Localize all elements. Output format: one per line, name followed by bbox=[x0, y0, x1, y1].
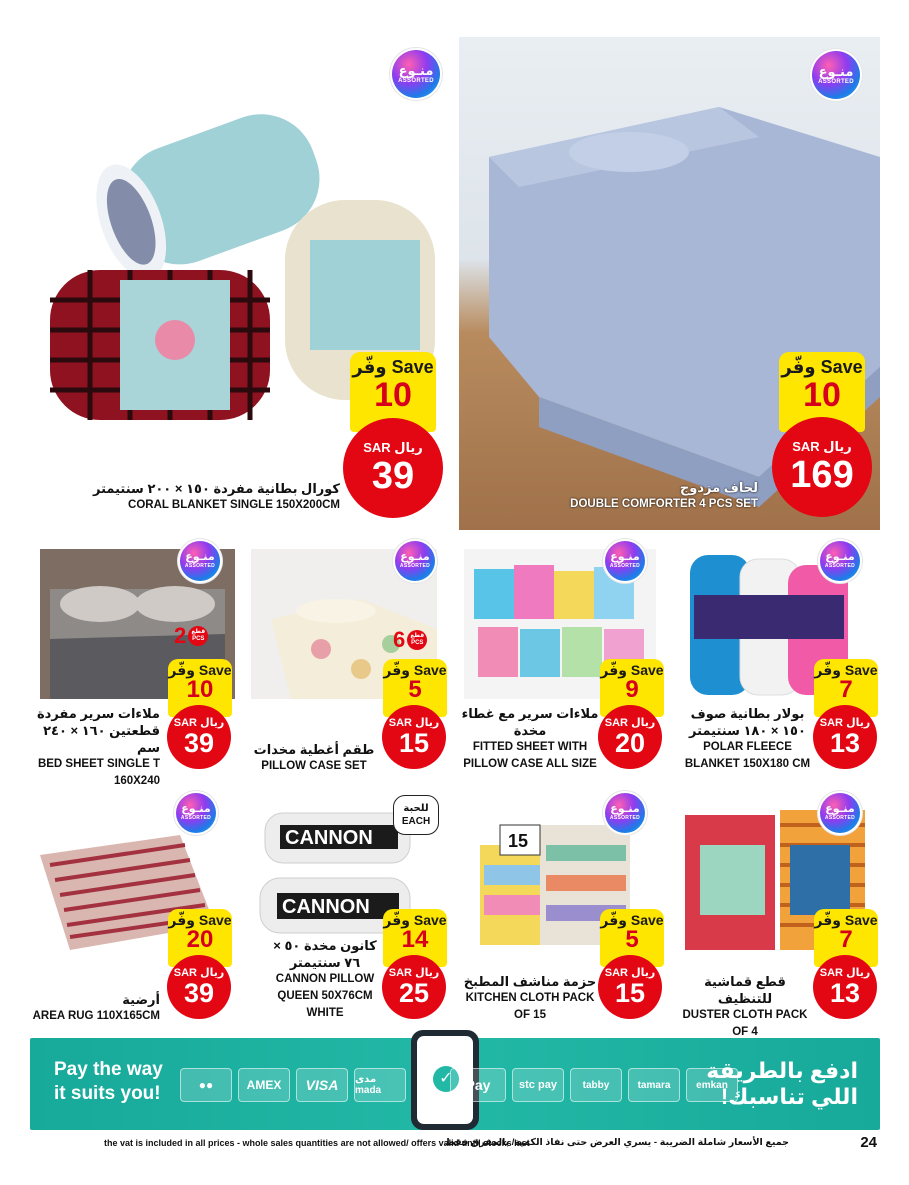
product-name-ar: حزمة مناشف المطبخ bbox=[463, 974, 597, 989]
cannon-brand-text-1: CANNON bbox=[285, 827, 373, 849]
pcs-label-en: PCS bbox=[192, 636, 205, 642]
product-name-en: CORAL BLANKET SINGLE 150X200CM bbox=[128, 499, 340, 511]
old-price: 39 bbox=[404, 1005, 421, 1022]
save-label: وفّر Save bbox=[352, 357, 434, 377]
slogan-en-line1: Pay the way bbox=[54, 1059, 163, 1080]
old-price: 29 bbox=[620, 755, 637, 772]
save-amount: 10 bbox=[186, 676, 214, 703]
assorted-label-en: ASSORTED bbox=[824, 563, 856, 569]
product-name-en: PILLOW CASE SET bbox=[261, 760, 367, 772]
payment-mada-icon: مدى mada bbox=[354, 1068, 406, 1102]
save-label: وفّر Save bbox=[814, 662, 878, 678]
assorted-badge bbox=[180, 541, 220, 581]
price-value: 39 bbox=[371, 455, 415, 497]
price-value: 13 bbox=[829, 978, 861, 1008]
assorted-label-en: ASSORTED bbox=[824, 815, 856, 821]
currency-label: SAR ريال bbox=[604, 717, 656, 729]
pcs-count: 2 bbox=[174, 623, 187, 648]
pcs-dot bbox=[407, 630, 427, 650]
price-value: 13 bbox=[829, 728, 861, 758]
product-name-ar: أرضية bbox=[122, 992, 160, 1007]
assorted-label-en: ASSORTED bbox=[818, 78, 854, 85]
slogan-en-line2: it suits you! bbox=[54, 1083, 161, 1104]
product-card-bed-sheet-single[interactable] bbox=[30, 545, 235, 787]
pcs-badge bbox=[174, 625, 208, 647]
product-name-ar: ملاءات سرير مع غطاء مخدة bbox=[461, 706, 599, 738]
payment-banner bbox=[30, 1038, 880, 1130]
currency-label: SAR ريال bbox=[173, 717, 225, 729]
product-description bbox=[273, 937, 377, 1022]
currency-label: SAR ريال bbox=[792, 439, 852, 454]
product-description bbox=[680, 973, 810, 1041]
save-amount: 10 bbox=[374, 376, 412, 414]
save-label: وفّر Save bbox=[383, 912, 447, 928]
check-icon: ✓ bbox=[433, 1066, 459, 1092]
product-name-en: DOUBLE COMFORTER 4 PCS SET bbox=[570, 498, 758, 510]
product-name-ar: ملاءات سرير مفردة قطعتين ١٦٠ × ٢٤٠ سم bbox=[37, 706, 160, 755]
price-value: 39 bbox=[183, 978, 215, 1008]
save-label: وفّر Save bbox=[600, 912, 664, 928]
currency-label: SAR ريال bbox=[173, 967, 225, 979]
payment-slogan-ar bbox=[706, 1058, 858, 1110]
assorted-label-ar: منـوع bbox=[181, 803, 211, 815]
product-card-kitchen-cloth[interactable] bbox=[460, 795, 664, 1030]
pcs-count: 6 bbox=[393, 627, 406, 652]
pcs-label-ar: قطع bbox=[191, 629, 206, 635]
price-value: 25 bbox=[398, 978, 430, 1008]
save-amount: 14 bbox=[401, 926, 429, 953]
pcs-label-en: PCS bbox=[411, 640, 424, 646]
pack-number-label: 15 bbox=[508, 831, 529, 851]
currency-label: SAR ريال bbox=[363, 440, 423, 455]
product-name-ar: لحاف مزدوج bbox=[679, 480, 758, 495]
product-description bbox=[30, 705, 160, 790]
assorted-label-en: ASSORTED bbox=[609, 815, 641, 821]
product-card-area-rug[interactable] bbox=[30, 795, 235, 1030]
save-amount: 5 bbox=[625, 926, 639, 953]
pcs-dot bbox=[188, 626, 208, 646]
save-amount: 20 bbox=[186, 926, 214, 953]
payment-emkan-icon: emkan bbox=[686, 1068, 738, 1102]
old-price: 59 bbox=[189, 1005, 206, 1022]
product-name-ar: طقم أغطية مخدات bbox=[253, 742, 375, 757]
product-description bbox=[80, 480, 340, 514]
payment-applepay-icon: Pay bbox=[450, 1068, 506, 1102]
payment-tamara-icon: tamara bbox=[628, 1068, 680, 1102]
old-price: 20 bbox=[835, 755, 852, 772]
product-name-en: POLAR FLEECE BLANKET 150X180 CM bbox=[684, 741, 811, 770]
assorted-label-en: ASSORTED bbox=[399, 563, 431, 569]
assorted-badge bbox=[605, 793, 645, 833]
product-description bbox=[680, 705, 815, 773]
save-label: وفّر Save bbox=[781, 357, 863, 377]
slogan-ar-line1: ادفع بالطريقة bbox=[706, 1058, 858, 1083]
save-label: وفّر Save bbox=[600, 662, 664, 678]
currency-label: SAR ريال bbox=[388, 967, 440, 979]
product-description bbox=[245, 741, 383, 775]
product-card-cannon-pillow[interactable] bbox=[245, 795, 445, 1030]
product-card-polar-fleece[interactable] bbox=[680, 545, 880, 775]
price-value: 15 bbox=[398, 728, 430, 758]
save-label: وفّر Save bbox=[168, 912, 232, 928]
save-label: وفّر Save bbox=[168, 662, 232, 678]
page-number: 24 bbox=[860, 1134, 877, 1151]
assorted-label-ar: منـوع bbox=[825, 551, 855, 563]
legal-text-ar: جميع الأسعار شاملة الضريبة - يسري العرض حتى نفاذ الكمية/ بالمفرق فقط bbox=[444, 1137, 789, 1148]
product-name-en: FITTED SHEET WITH PILLOW CASE ALL SIZE bbox=[463, 741, 597, 770]
assorted-label-ar: منـوع bbox=[398, 62, 434, 78]
price-value: 39 bbox=[183, 728, 215, 758]
price-value: 169 bbox=[790, 454, 854, 496]
assorted-label-ar: منـوع bbox=[610, 551, 640, 563]
old-price: 20 bbox=[620, 1005, 637, 1022]
currency-label: SAR ريال bbox=[388, 717, 440, 729]
product-name-en: CANNON PILLOW QUEEN 50X76CM WHITE bbox=[275, 973, 375, 1019]
save-amount: 7 bbox=[839, 926, 853, 953]
product-card-coral-blanket[interactable] bbox=[30, 40, 450, 530]
assorted-badge bbox=[176, 793, 216, 833]
old-price: 20 bbox=[404, 755, 421, 772]
product-description bbox=[460, 705, 600, 773]
product-card-double-comforter[interactable] bbox=[459, 37, 880, 530]
each-label-en: EACH bbox=[401, 816, 431, 827]
pcs-label-ar: قطع bbox=[410, 633, 425, 639]
product-name-ar: كانون مخدة ٥٠ × ٧٦ سنتيمتر bbox=[273, 938, 377, 970]
old-price: 49 bbox=[189, 755, 206, 772]
assorted-label-ar: منـوع bbox=[400, 551, 430, 563]
product-name-en: AREA RUG 110X165CM bbox=[32, 1010, 160, 1022]
product-card-duster-cloth[interactable] bbox=[680, 795, 880, 1038]
assorted-badge bbox=[605, 541, 645, 581]
old-price: 179 bbox=[809, 497, 838, 516]
assorted-badge bbox=[820, 541, 860, 581]
each-badge bbox=[393, 795, 439, 835]
assorted-badge bbox=[812, 51, 860, 99]
product-name-ar: قطع قماشية للتنظيف bbox=[704, 974, 786, 1006]
product-name-ar: كورال بطانية مفردة ١٥٠ × ٢٠٠ سنتيمتر bbox=[93, 481, 340, 496]
assorted-badge bbox=[392, 50, 440, 98]
save-amount: 5 bbox=[408, 676, 422, 703]
legal-text-en: the vat is included in all prices - whole sales quantities are not allowed/ offers valid until stocks last bbox=[104, 1138, 530, 1148]
assorted-label-en: ASSORTED bbox=[180, 815, 212, 821]
old-price: 49 bbox=[378, 498, 397, 517]
assorted-badge bbox=[820, 793, 860, 833]
pcs-badge bbox=[393, 629, 427, 651]
save-amount: 7 bbox=[839, 676, 853, 703]
currency-label: SAR ريال bbox=[819, 967, 871, 979]
assorted-label-en: ASSORTED bbox=[398, 77, 434, 84]
save-amount: 9 bbox=[625, 676, 639, 703]
payment-stcpay-icon: stc pay bbox=[512, 1068, 564, 1102]
payment-visa-icon: VISA bbox=[296, 1068, 348, 1102]
save-amount: 10 bbox=[803, 376, 841, 414]
save-label: وفّر Save bbox=[814, 912, 878, 928]
payment-slogan-en bbox=[54, 1058, 163, 1106]
old-price: 20 bbox=[835, 1005, 852, 1022]
payment-amex-icon: AMEX bbox=[238, 1068, 290, 1102]
price-value: 20 bbox=[614, 728, 646, 758]
product-description bbox=[460, 973, 600, 1024]
product-name-en: DUSTER CLOTH PACK OF 4 bbox=[682, 1009, 808, 1038]
payment-tabby-icon: tabby bbox=[570, 1068, 622, 1102]
currency-label: SAR ريال bbox=[819, 717, 871, 729]
product-description bbox=[30, 991, 160, 1025]
save-label: وفّر Save bbox=[383, 662, 447, 678]
product-name-ar: بولار بطانية صوف ١٥٠ × ١٨٠ سنتيمتر bbox=[689, 706, 806, 738]
price-value: 15 bbox=[614, 978, 646, 1008]
assorted-label-ar: منـوع bbox=[185, 551, 215, 563]
product-name-en: BED SHEET SINGLE T 160X240 bbox=[37, 758, 160, 787]
each-label-ar: للحبة bbox=[403, 803, 429, 814]
assorted-label-ar: منـوع bbox=[610, 803, 640, 815]
product-name-en: KITCHEN CLOTH PACK OF 15 bbox=[465, 992, 595, 1021]
assorted-label-en: ASSORTED bbox=[609, 563, 641, 569]
payment-mastercard-icon: ●● bbox=[180, 1068, 232, 1102]
assorted-badge bbox=[395, 541, 435, 581]
slogan-ar-line2: اللي تناسبك! bbox=[720, 1084, 858, 1109]
currency-label: SAR ريال bbox=[604, 967, 656, 979]
assorted-label-en: ASSORTED bbox=[184, 563, 216, 569]
product-card-pillow-case[interactable] bbox=[245, 545, 445, 775]
assorted-label-ar: منـوع bbox=[818, 63, 854, 79]
assorted-label-ar: منـوع bbox=[825, 803, 855, 815]
product-description bbox=[518, 479, 758, 513]
cannon-brand-text-2: CANNON bbox=[282, 896, 370, 918]
product-card-fitted-sheet[interactable] bbox=[460, 545, 664, 775]
